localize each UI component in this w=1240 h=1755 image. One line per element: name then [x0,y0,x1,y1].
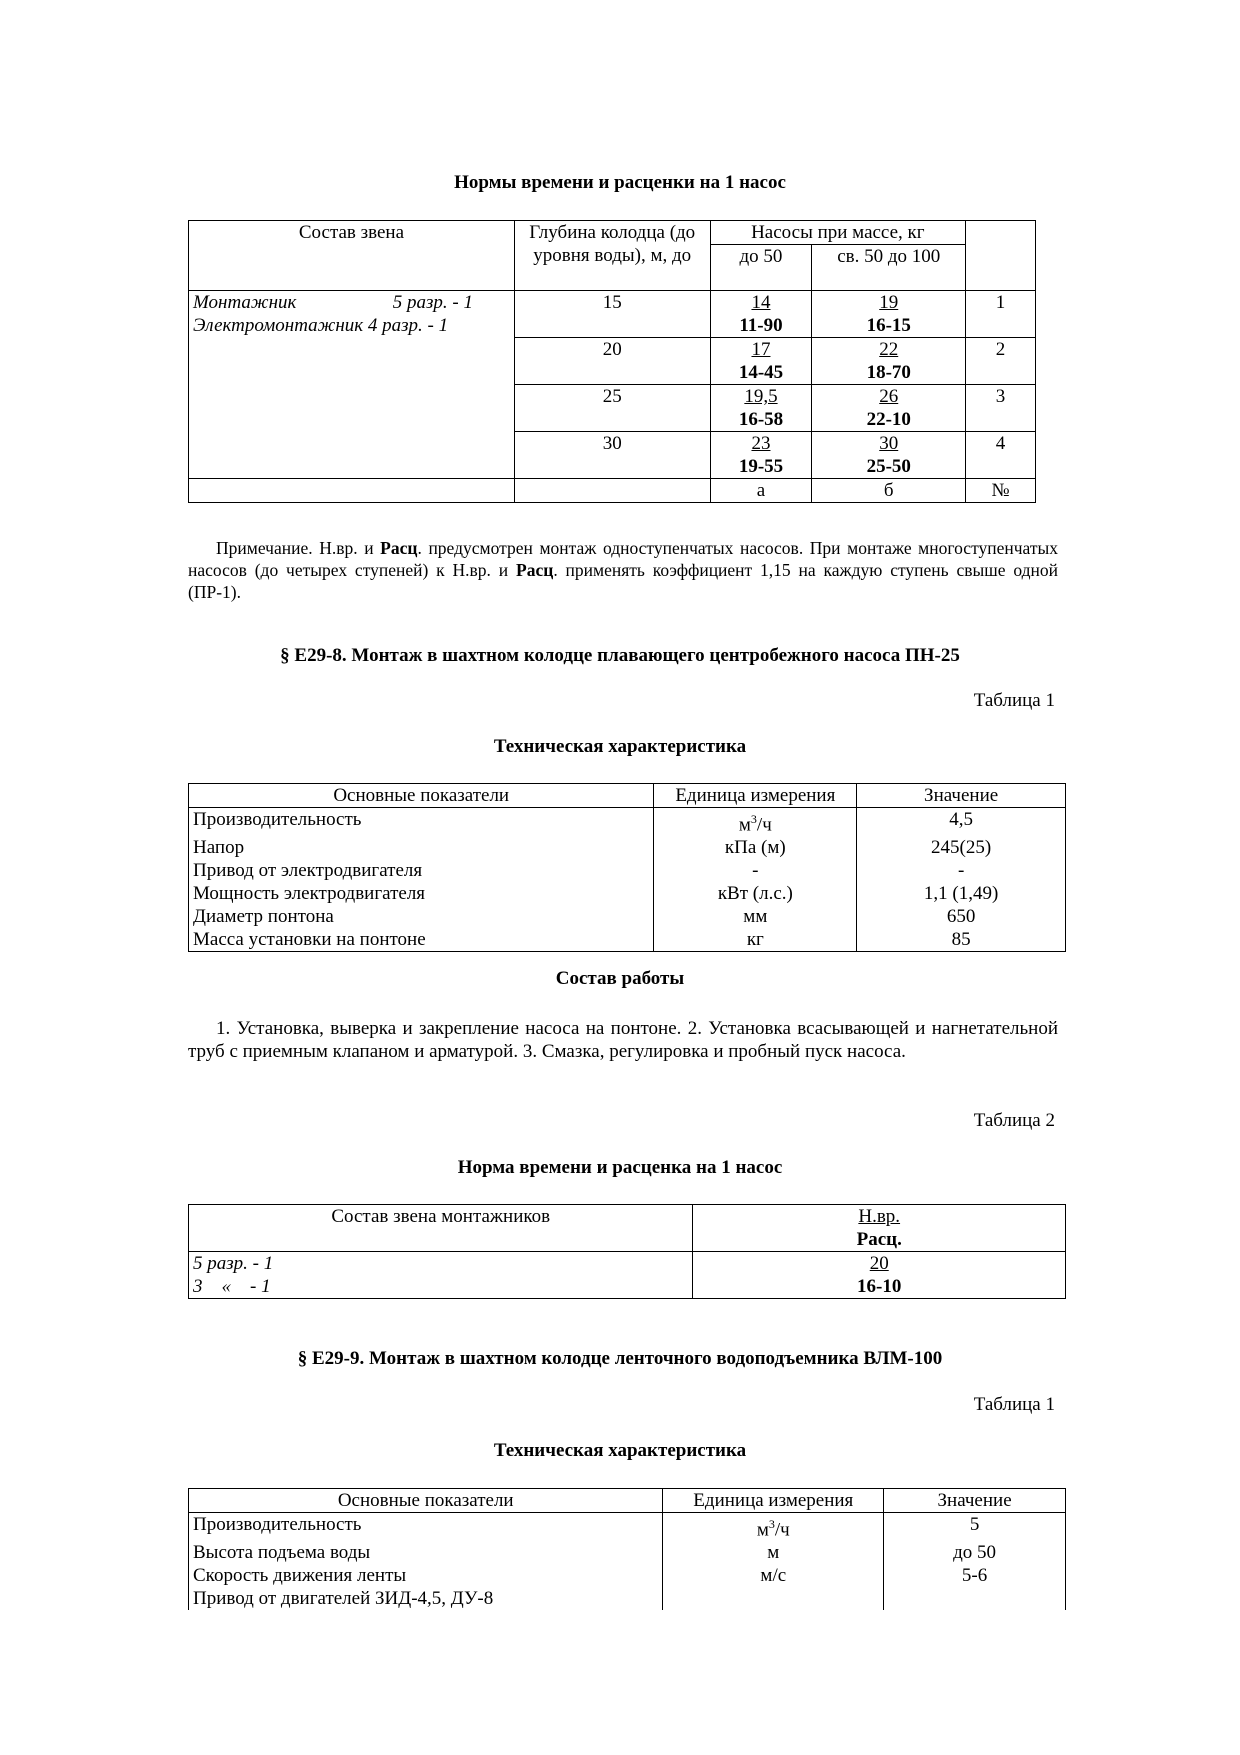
note-bold: Расц [380,538,418,558]
tech-table-1 [188,783,1066,952]
tech-header: Основные показатели [189,1489,663,1513]
col-crew-header: Состав звена [189,221,515,291]
param-name: Скорость движения ленты [189,1564,663,1587]
crew-line: 5 разр. - 1 [193,1253,274,1274]
norm-value: 22 [879,339,899,360]
crew-line2: Электромонтажник 4 разр. - 1 [193,315,449,336]
norm-crew-header: Состав звена монтажников [189,1205,693,1252]
section2-title: § Е29-8. Монтаж в шахтном колодце плавающего центробежного насоса ПН-25 [280,645,960,666]
note-text: . предусмотрен монтаж одноступенчатых насосов. При монтаже многоступенчатых насосов (до четырех ступеней) к Н.вр. и [188,538,1059,580]
rate-value: 22-10 [866,409,911,430]
crew-grade: 5 разр. - 1 [392,292,473,313]
footer-empty [514,479,710,503]
param-name: Привод от двигателей ЗИД-4,5, ДУ-8 [189,1587,663,1610]
param-name: Высота подъема воды [189,1541,663,1564]
param-value [884,1587,1066,1610]
table-label: Таблица 2 [973,1110,1055,1131]
footer-num: № [966,479,1036,503]
param-value: 4,5 [857,808,1066,837]
table-row [189,808,1066,837]
param-unit: $м^3/ч$ [663,1513,884,1542]
section3-title: § Е29-9. Монтаж в шахтном колодце ленточного водоподъемника ВЛМ-100 [297,1348,943,1369]
rate-value: 16-58 [738,409,784,430]
rate-value: 19-55 [738,456,784,477]
param-value: 5 [884,1513,1066,1542]
norm-value: 14 [751,292,771,313]
table-row [189,859,1066,882]
rate-label: Расц. [856,1229,902,1250]
work-title: Состав работы [555,968,685,989]
section1-note [188,537,1058,603]
note-text: Примечание. Н.вр. и [216,538,381,558]
work-description: 1. Установка, выверка и закрепление насоса на понтоне. 2. Установка всасывающей и нагнетательной труб с приемным клапаном и арматурой. 3. Смазка, регулировка и пробный пуск насоса. [188,1018,1058,1062]
table-row [189,1564,1066,1587]
param-unit: кПа (м) [654,836,857,859]
section1-title: Нормы времени и расценки на 1 насос [454,172,786,193]
norm-a-cell [710,432,812,479]
param-unit: м [663,1541,884,1564]
param-value: 5-6 [884,1564,1066,1587]
param-unit: кг [654,928,857,952]
norm-title: Норма времени и расценка на 1 насос [457,1157,783,1178]
footer-col-b: б [812,479,966,503]
norm-value: 19,5 [744,386,778,407]
table-row [189,1587,1066,1610]
norms-table-1 [188,220,1036,503]
crew-line: 3 « - 1 [193,1276,271,1297]
row-number: 3 [966,385,1036,432]
rate-value: 11-90 [739,315,783,336]
norm-value: 17 [751,339,771,360]
row-number: 4 [966,432,1036,479]
footer-col-a: а [710,479,812,503]
norm-value: 20 [869,1253,889,1274]
tech-title: Техническая характеристика [493,1440,747,1461]
param-value: до 50 [884,1541,1066,1564]
norm-value: 26 [879,386,899,407]
table-label: Таблица 1 [973,1394,1055,1415]
rate-value: 16-15 [866,315,911,336]
norm-value: 19 [879,292,899,313]
param-name: Диаметр понтона [189,905,654,928]
norm-a-cell [710,338,812,385]
col-pumps-header: Насосы при массе, кг [710,221,966,245]
table-row [189,928,1066,952]
norm-table-2 [188,1204,1066,1299]
param-unit [663,1587,884,1610]
norm-a-cell [710,291,812,338]
rate-value: 25-50 [866,456,911,477]
col-over50-header: св. 50 до 100 [812,245,966,291]
norm-value-header [693,1205,1066,1252]
rate-value: 16-10 [857,1276,902,1297]
col-depth-header: Глубина колодца (до уровня воды), м, до [514,221,710,291]
param-name: Напор [189,836,654,859]
param-unit: кВт (л.с.) [654,882,857,905]
row-number: 2 [966,338,1036,385]
param-value: 245(25) [857,836,1066,859]
tech-table-3 [188,1488,1066,1610]
depth-cell: 30 [514,432,710,479]
param-unit: мм [654,905,857,928]
note-text: . применять коэффициент 1,15 на каждую ступень свыше одной (ПР-1). [188,560,1058,602]
tech-header: Единица измерения [663,1489,884,1513]
norm-crew-cell [189,1252,693,1299]
table-label: Таблица 1 [973,690,1055,711]
param-name: Мощность электродвигателя [189,882,654,905]
rate-value: 18-70 [866,362,911,383]
nvr-label: Н.вр. [858,1206,901,1227]
col-num-header [966,221,1036,291]
norm-b-cell [812,385,966,432]
param-unit: м/с [663,1564,884,1587]
norm-a-cell [710,385,812,432]
note-bold: Расц [516,560,554,580]
crew-cell [189,291,515,479]
param-value: - [857,859,1066,882]
param-name: Производительность [189,808,654,837]
tech-title: Техническая характеристика [493,736,747,757]
param-unit: - [654,859,857,882]
param-value: 1,1 (1,49) [857,882,1066,905]
crew-role: Монтажник [193,292,297,313]
norm-value: 30 [879,433,899,454]
param-value: 85 [857,928,1066,952]
table-row [189,836,1066,859]
table-row [189,1513,1066,1542]
param-value: 650 [857,905,1066,928]
norm-b-cell [812,432,966,479]
footer-empty [189,479,515,503]
row-number: 1 [966,291,1036,338]
param-name: Масса установки на понтоне [189,928,654,952]
norm-b-cell [812,338,966,385]
table-row [189,882,1066,905]
depth-cell: 20 [514,338,710,385]
col-upto50-header: до 50 [710,245,812,291]
depth-cell: 15 [514,291,710,338]
table-row [189,1541,1066,1564]
param-name: Производительность [189,1513,663,1542]
rate-value: 14-45 [738,362,784,383]
depth-cell: 25 [514,385,710,432]
tech-header: Единица измерения [654,784,857,808]
param-name: Привод от электродвигателя [189,859,654,882]
tech-header: Значение [884,1489,1066,1513]
tech-header: Значение [857,784,1066,808]
param-unit: $м^3/ч$ [654,808,857,837]
norm-value-cell [693,1252,1066,1299]
table-row [189,905,1066,928]
norm-b-cell [812,291,966,338]
norm-value: 23 [751,433,771,454]
tech-header: Основные показатели [189,784,654,808]
